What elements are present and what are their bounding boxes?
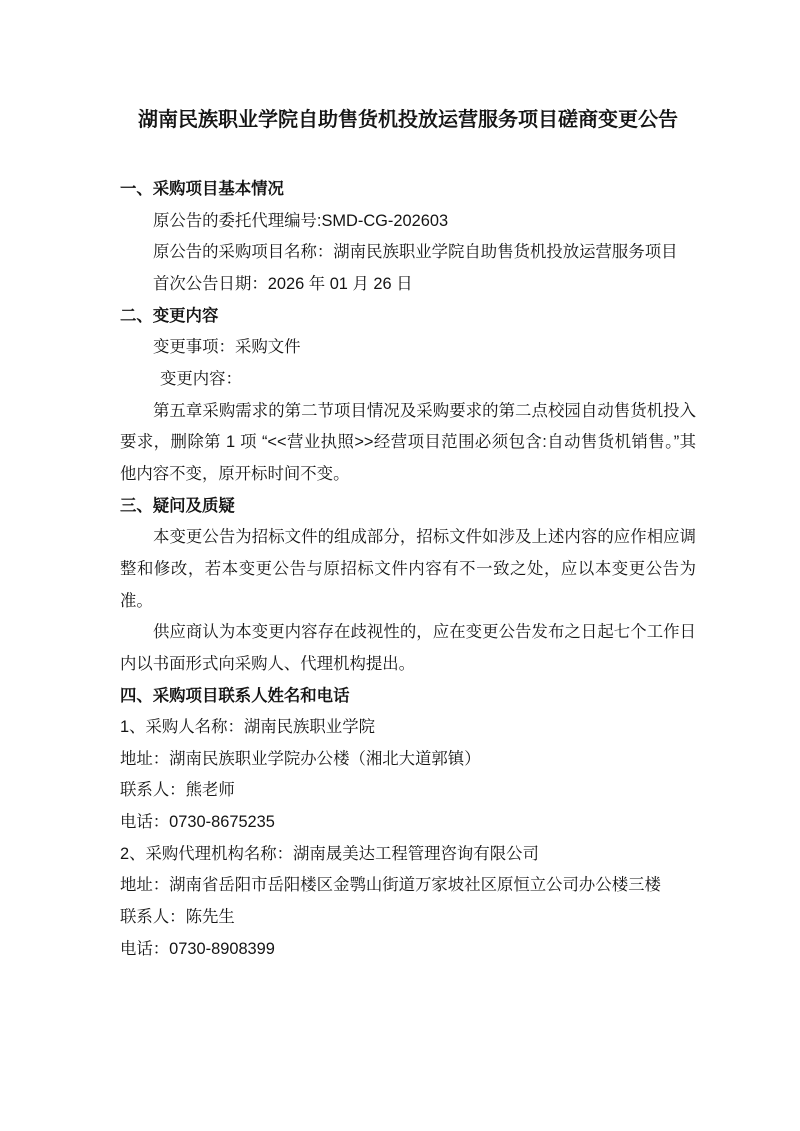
change-item-label: 变更事项： xyxy=(153,338,235,357)
agent-contact-line xyxy=(120,902,696,934)
agent-address-line xyxy=(120,870,696,902)
agent-address-label: 地址： xyxy=(120,876,170,895)
purchaser-phone-label: 电话： xyxy=(120,813,170,832)
change-detail-paragraph: 第五章采购需求的第二节项目情况及采购要求的第二点校园自动售货机投入要求，删除第 1 项 “<<营业执照>>经营项目范围必须包含:自动售货机销售。”其他内容不变，原开标时间不变。 xyxy=(120,401,696,483)
project-name-value: 湖南民族职业学院自助售货机投放运营服务项目 xyxy=(333,243,678,262)
purchaser-address-label: 地址： xyxy=(120,749,170,768)
purchaser-phone-value: 0730-8675235 xyxy=(169,813,275,832)
section-1-heading: 一、采购项目基本情况 xyxy=(120,180,284,198)
agency-code-line xyxy=(120,206,696,238)
inquiry-paragraph-2: 供应商认为本变更内容存在歧视性的，应在变更公告发布之日起七个工作日内以书面形式向采购人、代理机构提出。 xyxy=(120,623,696,673)
first-announce-date-value: 2026 年 01 月 26 日 xyxy=(267,274,413,293)
change-item-line xyxy=(120,332,696,364)
section-4-heading: 四、采购项目联系人姓名和电话 xyxy=(120,686,350,705)
inquiry-paragraph-1: 本变更公告为招标文件的组成部分，招标文件如涉及上述内容的应作相应调整和修改，若本变更公告与原招标文件内容有不一致之处，应以本变更公告为准。 xyxy=(120,528,696,610)
purchaser-name-label: 1、采购人名称： xyxy=(120,718,244,737)
purchaser-contact-label: 联系人： xyxy=(120,781,186,800)
section-3-heading: 三、疑问及质疑 xyxy=(120,496,235,515)
project-name-line xyxy=(120,237,696,269)
project-name-label: 原公告的采购项目名称： xyxy=(153,243,334,262)
agent-address-value: 湖南省岳阳市岳阳楼区金鹗山街道万家坡社区原恒立公司办公楼三楼 xyxy=(169,876,661,895)
change-content-label-line: 变更内容： xyxy=(160,369,242,388)
purchaser-name-line xyxy=(120,712,696,744)
agent-contact-label: 联系人： xyxy=(120,908,186,927)
purchaser-name-value: 湖南民族职业学院 xyxy=(243,718,375,737)
agent-name-line xyxy=(120,839,696,871)
agency-code-label: 原公告的委托代理编号: xyxy=(153,211,322,230)
agent-phone-label: 电话： xyxy=(120,939,170,958)
agent-contact-value: 陈先生 xyxy=(185,908,235,927)
first-announce-date-label: 首次公告日期： xyxy=(153,274,268,293)
purchaser-contact-value: 熊老师 xyxy=(185,781,235,800)
purchaser-phone-line xyxy=(120,807,696,839)
purchaser-contact-line xyxy=(120,775,696,807)
section-2-heading: 二、变更内容 xyxy=(120,306,219,325)
agency-code-value: SMD-CG-202603 xyxy=(321,211,449,230)
agent-phone-value: 0730-8908399 xyxy=(169,939,275,958)
agent-name-label: 2、采购代理机构名称： xyxy=(120,844,294,863)
first-announce-date-line xyxy=(120,269,696,301)
agent-name-value: 湖南晟美达工程管理咨询有限公司 xyxy=(293,844,539,863)
purchaser-address-line xyxy=(120,744,696,776)
change-item-value: 采购文件 xyxy=(234,338,301,357)
agent-phone-line xyxy=(120,934,696,966)
purchaser-address-value: 湖南民族职业学院办公楼（湘北大道郭镇） xyxy=(169,749,481,768)
document-title: 湖南民族职业学院自助售货机投放运营服务项目磋商变更公告 xyxy=(138,109,678,131)
